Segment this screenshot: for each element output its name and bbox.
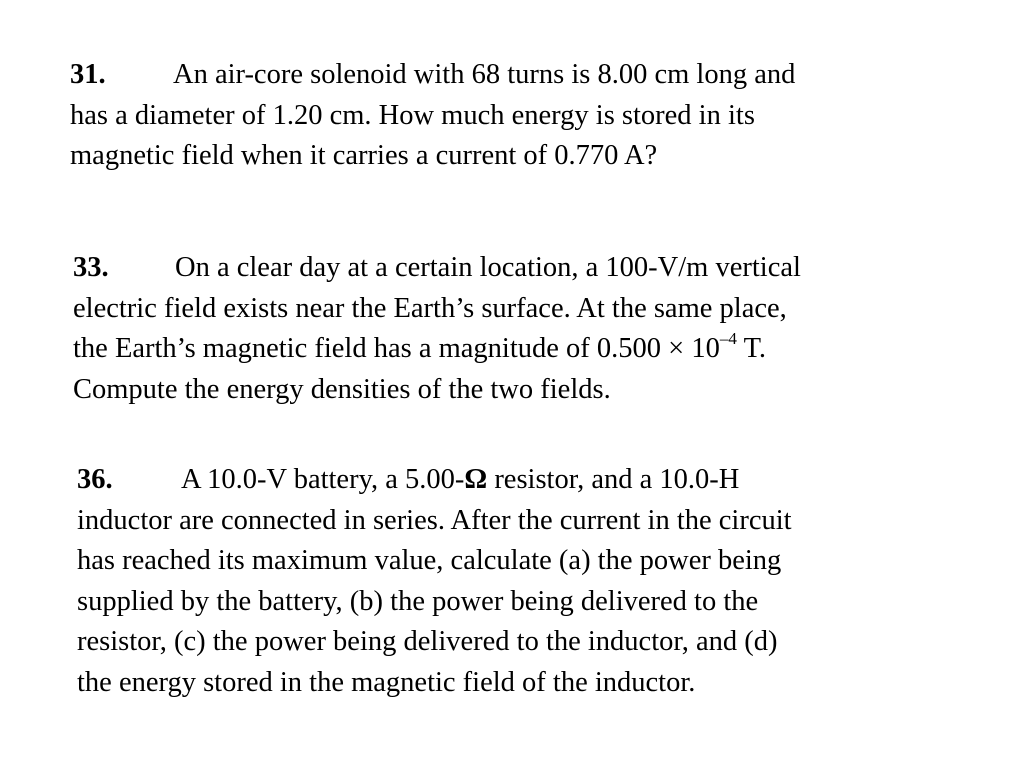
problem-text: the Earth’s magnetic field has a magnitude of 0.500 × 10 [73,333,720,364]
problem-line: magnetic field when it carries a current of 0.770 A? [70,140,658,171]
problem-line: resistor, (c) the power being delivered to the inductor, and (d) [77,626,778,657]
problem-line: has a diameter of 1.20 cm. How much energy is stored in its [70,99,755,131]
problem-number: 33. [73,252,109,283]
problem-line: supplied by the battery, (b) the power being delivered to the [77,585,759,617]
problem-line [73,248,801,289]
problem-line: electric field exists near the Earth’s surface. At the same place, [73,292,787,324]
problem-line: inductor are connected in series. After the current in the circuit [77,504,792,536]
problem-line: Compute the energy densities of the two fields. [73,373,611,405]
exponent: –4 [719,329,737,349]
problem-text: An air-core solenoid with 68 turns is 8.00 cm long and [173,59,796,90]
problem-line [77,460,792,501]
ohm-symbol: Ω [464,464,488,495]
problem-number: 36. [77,464,113,495]
problem-33 [73,248,801,410]
problem-text: A 10.0-V battery, a 5.00- [181,464,465,495]
problem-line: the energy stored in the magnetic field of the inductor. [77,666,696,698]
problem-line [70,55,795,96]
problem-text: On a clear day at a certain location, a 100-V/m vertical [175,252,801,283]
problem-text: T. [736,333,766,364]
problem-31 [70,55,795,177]
problem-line: has reached its maximum value, calculate (a) the power being [77,545,782,576]
problem-number: 31. [70,59,106,90]
problem-36 [77,460,792,703]
problem-text: resistor, and a 10.0-H [487,464,740,495]
problem-line [73,329,801,370]
